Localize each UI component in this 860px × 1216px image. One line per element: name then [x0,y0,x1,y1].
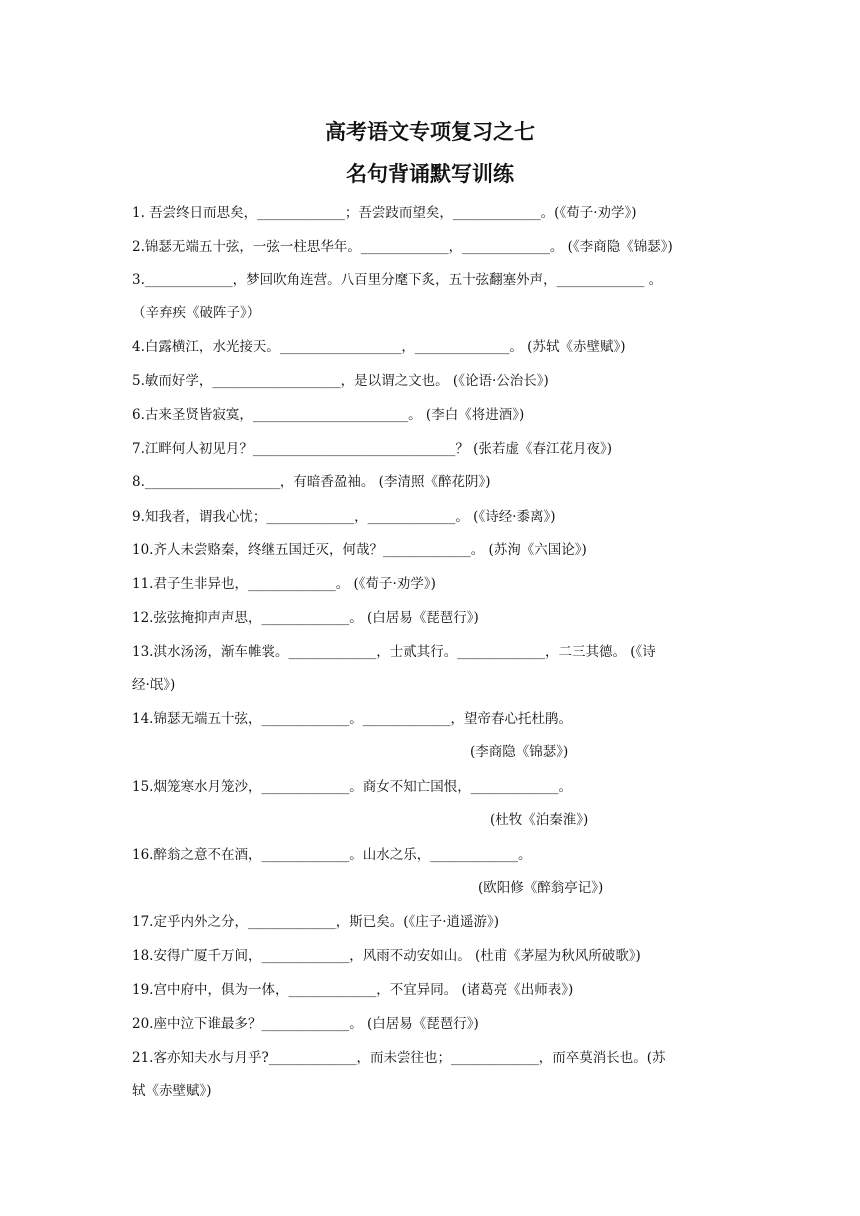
question-line: 18.安得广厦千万间，_____________，风雨不动安如山。 (杜甫《茅屋为秋风所破歌》) [132,948,641,964]
question-line: 7.江畔何人初见月？______________________________？ (张若虚《春江花月夜》) [132,441,612,457]
question-line: 10.齐人未尝赂秦，终继五国迁灭，何哉？_____________。 (苏洵《六国论》) [132,542,587,558]
document-title: 高考语文专项复习之七 [325,119,535,144]
question-line: 11.君子生非异也，_____________。 (《荀子·劝学》) [132,576,436,592]
question-line: 轼《赤壁赋》) [132,1083,212,1099]
question-source: (欧阳修《醉翁亭记》) [478,880,604,896]
question-line: 17.定乎内外之分，_____________，斯已矣。(《庄子·逍遥游》) [132,914,500,930]
question-line: 4.白露横江，水光接天。__________________，______________。 (苏轼《赤壁赋》) [132,339,626,355]
question-line: 19.宫中府中，俱为一体，_____________，不宜异同。 (诸葛亮《出师表》) [132,982,574,998]
question-source: (李商隐《锦瑟》) [470,744,569,760]
document-subtitle: 名句背诵默写训练 [346,161,514,186]
question-line: 3._____________，梦回吹角连营。八百里分麾下炙，五十弦翻塞外声，_____________ 。 [132,272,663,288]
question-line: 21.客亦知夫水与月乎?_____________，而未尝往也；_____________，而卒莫消长也。(苏 [132,1050,666,1066]
question-line: 5.敏而好学，___________________，是以谓之文也。 (《论语·公治长》) [132,373,549,389]
question-line: 8.____________________，有暗香盈袖。 (李清照《醉花阴》) [132,474,491,490]
question-line: 1. 吾尝终日而思矣，_____________；吾尝跂而望矣，_____________。(《荀子·劝学》) [132,205,637,221]
question-line: （辛弃疾《破阵子》） [132,305,261,321]
question-line: 经·氓》) [132,677,176,693]
question-line: 20.座中泣下谁最多？_____________。 (白居易《琵琶行》) [132,1016,479,1032]
question-line: 2.锦瑟无端五十弦，一弦一柱思华年。_____________，_____________。 (《李商隐《锦瑟》) [132,239,673,255]
question-line: 12.弦弦掩抑声声思，_____________。 (白居易《琵琶行》) [132,610,479,626]
question-line: 9.知我者，谓我心忧；_____________，_____________。 (《诗经·黍离》) [132,509,556,525]
question-source: (杜牧《泊秦淮》) [490,812,589,828]
question-line: 16.醉翁之意不在酒，_____________。山水之乐，_____________。 [132,847,532,863]
question-line: 14.锦瑟无端五十弦，_____________。_____________，望帝春心托杜鹃。 [132,711,572,727]
question-line: 6.古来圣贤皆寂寞，_______________________。 (李白《将进酒》) [132,407,525,423]
question-line: 13.淇水汤汤，渐车帷裳。_____________，士贰其行。_____________，二三其德。 (《诗 [132,644,656,660]
question-line: 15.烟笼寒水月笼沙，_____________。商女不知亡国恨，_____________。 [132,779,572,795]
